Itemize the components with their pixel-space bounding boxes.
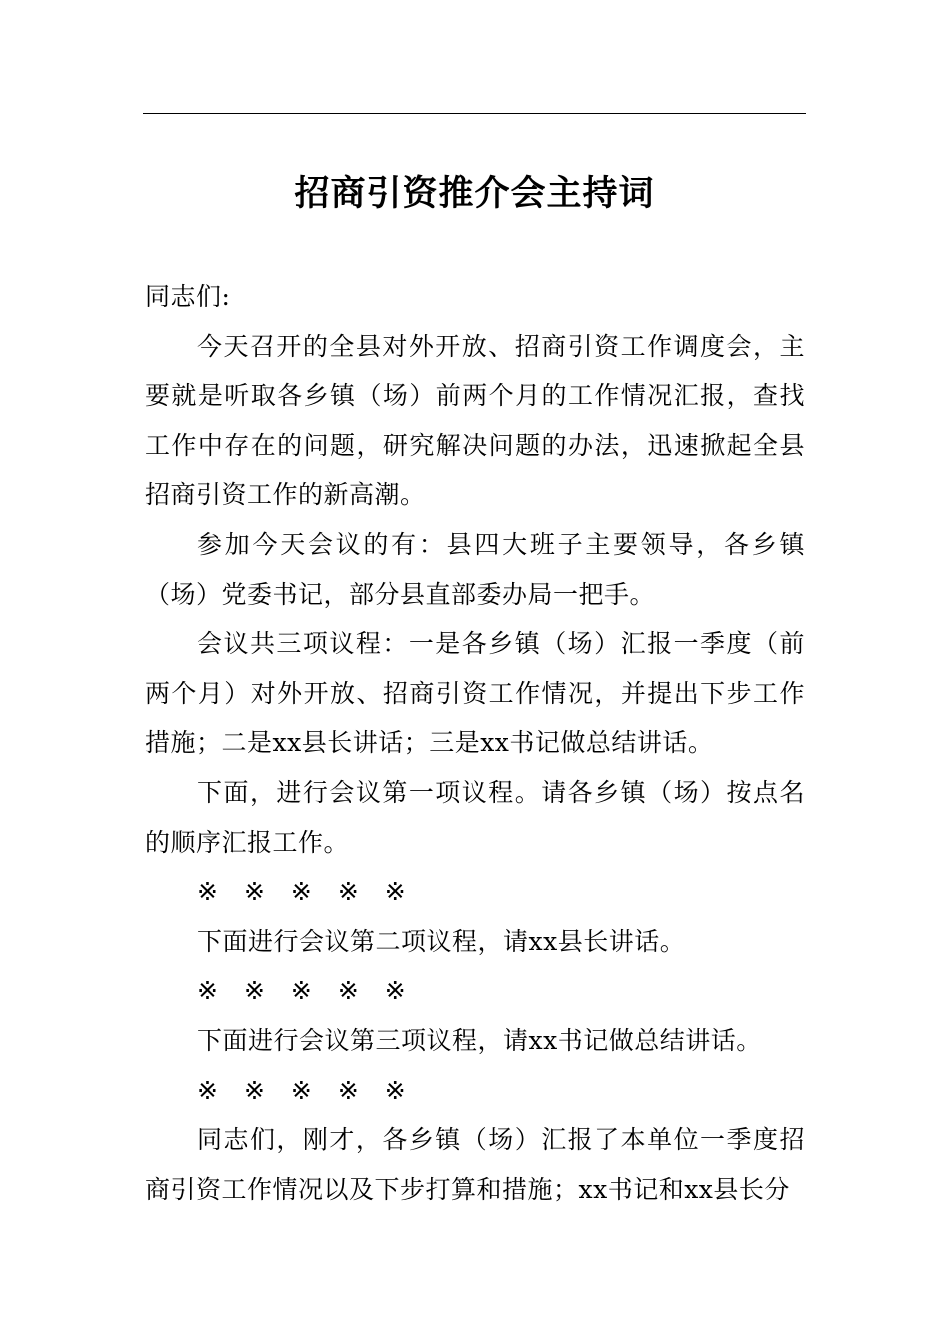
paragraph-item-three: 下面进行会议第三项议程，请xx书记做总结讲话。 [197, 1025, 762, 1055]
paragraph-attendees: 参加今天会议的有：县四大班子主要领导，各乡镇（场）党委书记，部分县直部委办局一把手。 [145, 529, 805, 609]
salutation: 同志们: [145, 282, 231, 311]
section-separator: ※ ※ ※ ※ ※ [197, 976, 407, 1006]
section-separator: ※ ※ ※ ※ ※ [197, 877, 407, 907]
document-title: 招商引资推介会主持词 [294, 173, 655, 214]
paragraph-item-one: 下面，进行会议第一项议程。请各乡镇（场）按点名的顺序汇报工作。 [145, 777, 805, 857]
paragraph-item-two: 下面进行会议第二项议程，请xx县长讲话。 [197, 926, 686, 956]
paragraph-closing: 同志们，刚才，各乡镇（场）汇报了本单位一季度招商引资工作情况以及下步打算和措施；xx书记和xx县长分 [145, 1125, 805, 1204]
section-separator: ※ ※ ※ ※ ※ [197, 1075, 407, 1105]
paragraph-agenda: 会议共三项议程：一是各乡镇（场）汇报一季度（前两个月）对外开放、招商引资工作情况，并提出下步工作措施；二是xx县长讲话；三是xx书记做总结讲话。 [145, 629, 805, 758]
paragraph-intro: 今天召开的全县对外开放、招商引资工作调度会，主要就是听取各乡镇（场）前两个月的工作情况汇报，查找工作中存在的问题，研究解决问题的办法，迅速掀起全县招商引资工作的新高潮。 [145, 331, 805, 510]
document-body [145, 272, 805, 1214]
header-rule [143, 113, 806, 114]
